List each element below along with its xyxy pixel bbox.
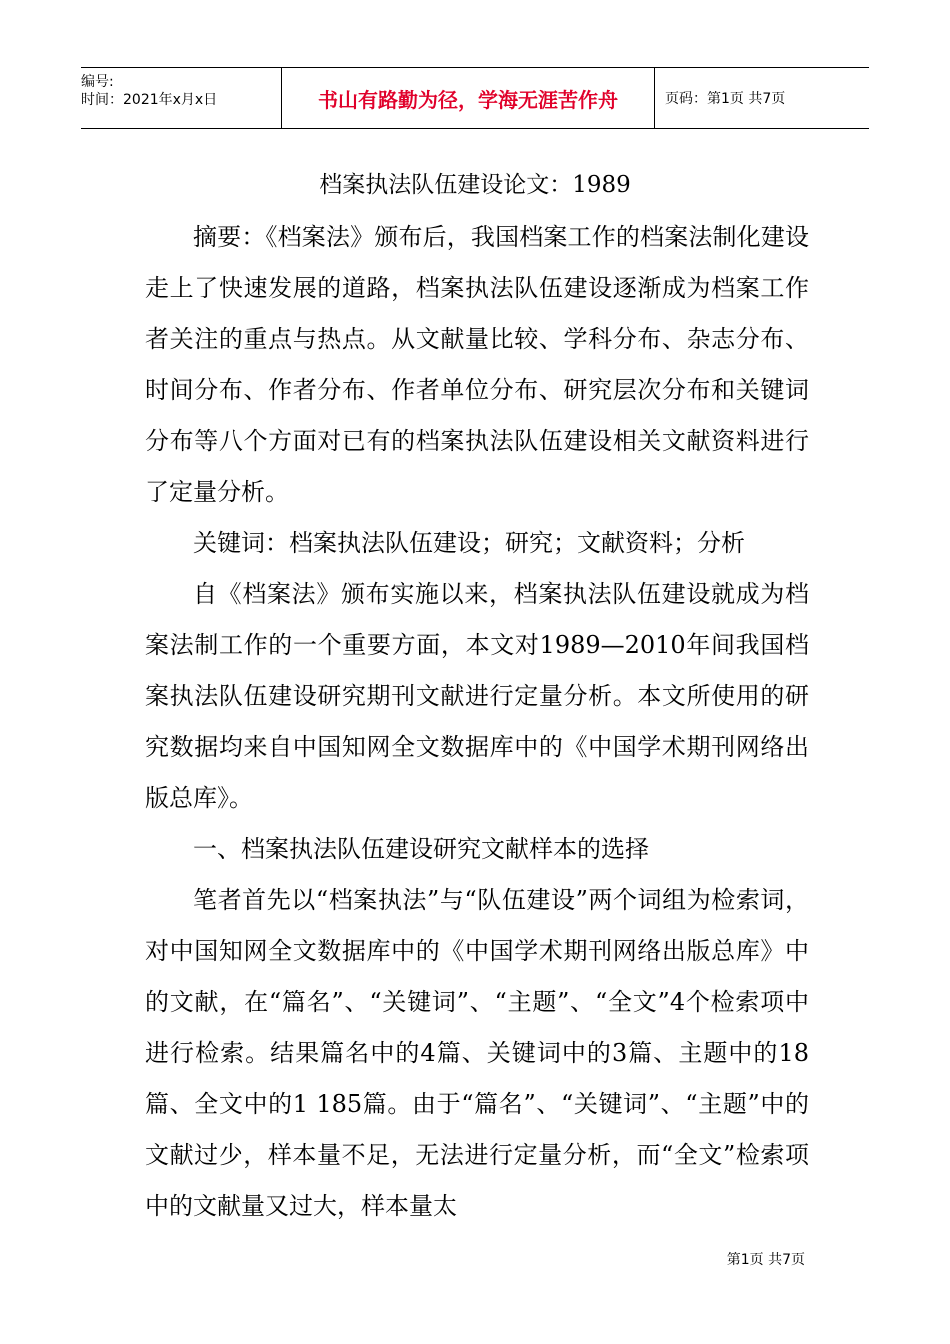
document-title: 档案执法队伍建设论文：1989: [319, 172, 631, 198]
document-number-label: 编号:: [81, 74, 114, 90]
header-page-info: 页码：第1页 共7页: [665, 91, 786, 107]
page-header: [81, 67, 869, 129]
paragraph-intro: 自《档案法》颁布实施以来，档案执法队伍建设就成为档案法制工作的一个重要方面，本文对1989—2010年间我国档案执法队伍建设研究期刊文献进行定量分析。本文所使用的研究数据均来自中国知网全文数据库中的《中国学术期刊网络出版总库》。: [145, 580, 809, 812]
page-footer: 第1页 共7页: [726, 1252, 805, 1268]
header-meta: [81, 68, 281, 128]
document-body: [145, 212, 809, 1232]
paragraph-keywords: 关键词：档案执法队伍建设；研究；文献资料；分析: [193, 529, 745, 557]
header-motto: 书山有路勤为径，学海无涯苦作舟: [281, 68, 655, 128]
document-time-label: 时间：2021年x月x日: [81, 92, 218, 108]
section-heading-1: 一、档案执法队伍建设研究文献样本的选择: [193, 835, 649, 863]
paragraph-section-1: 笔者首先以“档案执法”与“队伍建设”两个词组为检索词，对中国知网全文数据库中的《中国学术期刊网络出版总库》中的文献，在“篇名”、“关键词”、“主题”、“全文”4个检索项中进行检索。结果篇名中的4篇、关键词中的3篇、主题中的18篇、全文中的1 185篇。由于“篇名”、“关键词”、“主题”中的文献过少，样本量不足，无法进行定量分析，而“全文”检索项中的文献量又过大，样本量太: [145, 886, 809, 1220]
paragraph-abstract: 摘要：《档案法》颁布后，我国档案工作的档案法制化建设走上了快速发展的道路，档案执法队伍建设逐渐成为档案工作者关注的重点与热点。从文献量比较、学科分布、杂志分布、时间分布、作者分布、作者单位分布、研究层次分布和关键词分布等八个方面对已有的档案执法队伍建设相关文献资料进行了定量分析。: [145, 223, 809, 506]
